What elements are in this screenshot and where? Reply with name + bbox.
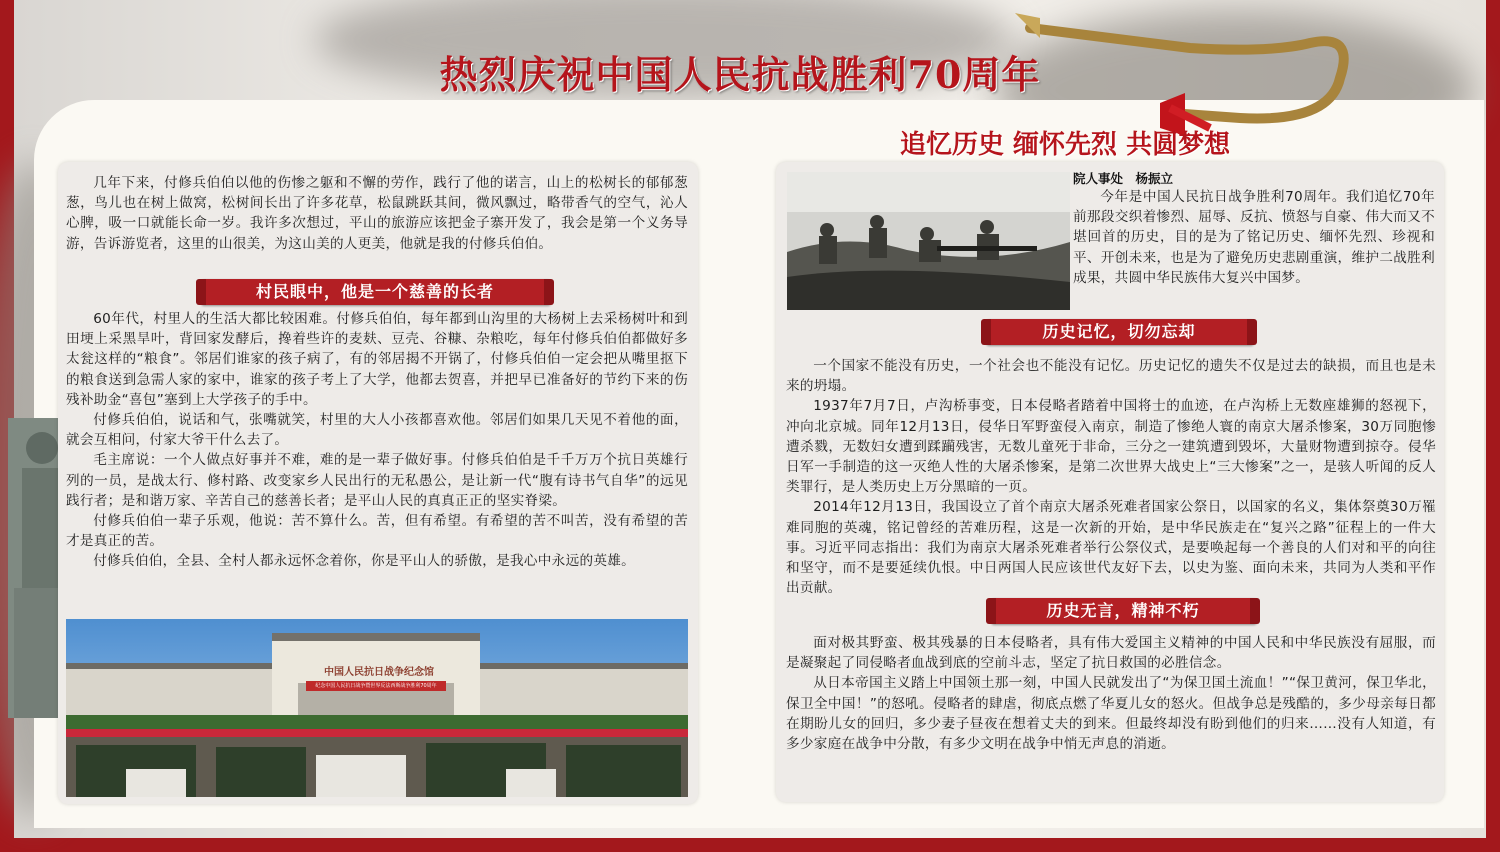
left-paragraph: 付修兵伯伯，全县、全村人都永远怀念着你，你是平山人的骄傲，是我心中永远的英雄。 (93, 553, 636, 570)
building-sign: 中国人民抗日战争纪念馆 (324, 667, 434, 678)
left-paragraph: 毛主席说：一个人做点好事并不难，难的是一辈子做好事。付修兵伯伯是千千万万个抗日英雄行列的一员，是战太行、修村路、改变家乡人民出行的无私愚公，是让新一代“腹有诗书气自华”的远见践行者；是和谐万家、辛苦自己的慈善长者；是平山人民的真真正正的坚实脊梁。 (66, 452, 688, 509)
right-paragraph: 面对极其野蛮、极其残暴的日本侵略者，具有伟大爱国主义精神的中国人民和中华民族没有屈服，而是凝聚起了同侵略者血战到底的空前斗志，坚定了抗日救国的必胜信念。 (786, 635, 1436, 672)
ceremony-banner: 纪念中国人民抗日战争暨世界反法西斯战争胜利70周年 (315, 683, 437, 689)
left-section-banner: 村民眼中，他是一个慈善的长者 (200, 279, 550, 305)
author-line: 院人事处 杨振立 (1073, 171, 1174, 186)
right-section-banner-2: 历史无言，精神不朽 (990, 598, 1256, 624)
left-intro-paragraph: 几年下来，付修兵伯伯以他的伤惨之躯和不懈的劳作，践行了他的诺言，山上的松树长的郁郁葱葱，鸟儿也在树上做窝，松树间长出了许多花草，松鼠跳跃其间，微风飘过，略带香气的空气，沁人心脾，吸一口就能长命一岁。我许多次想过，平山的旅游应该把金子寨开发了，我会是第一个义务导游，告诉游览者，这里的山很美，为这山美的人更美，他就是我的付修兵伯伯。 (66, 175, 688, 252)
right-paragraph: 2014年12月13日，我国设立了首个南京大屠杀死难者国家公祭日，以国家的名义，集体祭奠30万罹难同胞的英魂，铭记曾经的苦难历程，这是一次新的开始，是中华民族走在“复兴之路”征程上的一件大事。习近平同志指出：我们为南京大屠杀死难者举行公祭仪式，是要唤起每一个善良的人们对和平的向往和坚守，而不是要延续仇恨。中日两国人民应该世代友好下去，以史为鉴、面向未来，共同为人类和平作出贡献。 (786, 499, 1436, 597)
right-section-2-paragraphs (786, 633, 1436, 754)
memorial-hall-photo (66, 619, 688, 797)
left-paragraph: 付修兵伯伯，说话和气，张嘴就笑，村里的大人小孩都喜欢他。邻居们如果几天见不着他的面，就会互相问，付家大爷干什么去了。 (66, 412, 688, 449)
right-paragraph: 1937年7月7日，卢沟桥事变，日本侵略者踏着中国将士的血迹，在卢沟桥上无数座雄狮的怒视下，冲向北京城。同年12月13日，侵华日军野蛮侵入南京，制造了惨绝人寰的南京大屠杀惨案，30万同胞惨遭杀戮，无数妇女遭到蹂躏残害，无数儿童死于非命，三分之一建筑遭到毁坏，大量财物遭到掠夺。侵华日军一手制造的这一灭绝人性的大屠杀惨案，是第二次世界大战史上“三大惨案”之一，是骇人听闻的反人类罪行，是人类历史上万分黑暗的一页。 (786, 398, 1436, 496)
right-paragraph: 一个国家不能没有历史，一个社会也不能没有记忆。历史记忆的遗失不仅是过去的缺损，而且也是未来的坍塌。 (786, 358, 1436, 395)
page-subtitle: 追忆历史 缅怀先烈 共圆梦想 (900, 130, 1231, 160)
right-paragraph: 从日本帝国主义踏上中国领土那一刻，中国人民就发出了“为保卫国土流血！”“保卫黄河，保卫华北，保卫全中国！”的怒吼。侵略者的肆虐，彻底点燃了华夏儿女的怒火。但战争总是残酷的，多少母亲每日都在期盼儿女的回归，多少妻子昼夜在想着丈夫的到来。但最终却没有盼到他们的归来……没有人知道，有多少家庭在战争中分散，有多少文明在战争中悄无声息的消逝。 (786, 675, 1436, 753)
left-paragraph: 60年代，村里人的生活大都比较困难。付修兵伯伯，每年都到山沟里的大杨树上去采杨树叶和到田埂上采黑旱叶，背回家发酵后，搀着些许的麦麸、豆壳、谷糠、杂粮吃，每年付修兵伯伯都做好多太瓮这样的“粮食”。邻居们谁家的孩子病了，有的邻居揭不开锅了，付修兵伯伯一定会把从嘴里抠下的粮食送到急需人家的家中，谁家的孩子考上了大学，他都去贺喜，并把早已准备好的节约下来的伤残补助金“喜包”塞到上大学孩子的手中。 (66, 311, 688, 408)
page-title: 热烈庆祝中国人民抗战胜利70周年 (439, 52, 1041, 97)
left-paragraph: 付修兵伯伯一辈子乐观，他说：苦不算什么。苦，但有希望。有希望的苦不叫苦，没有希望的苦才是真正的苦。 (66, 513, 688, 550)
soldiers-photo (787, 172, 1070, 310)
right-intro-paragraph: 今年是中国人民抗日战争胜利70周年。我们追忆70年前那段交织着惨烈、屈辱、反抗、愤怒与自豪、伟大而又不堪回首的历史，目的是为了铭记历史、缅怀先烈、珍视和平、开创未来，也是为了避免历史悲剧重演，维护二战胜利成果，共圆中华民族伟大复兴中国梦。 (1073, 189, 1435, 286)
left-body-paragraphs (66, 309, 688, 572)
right-section-1-paragraphs (786, 356, 1436, 598)
right-section-banner-1: 历史记忆，切勿忘却 (985, 319, 1253, 345)
